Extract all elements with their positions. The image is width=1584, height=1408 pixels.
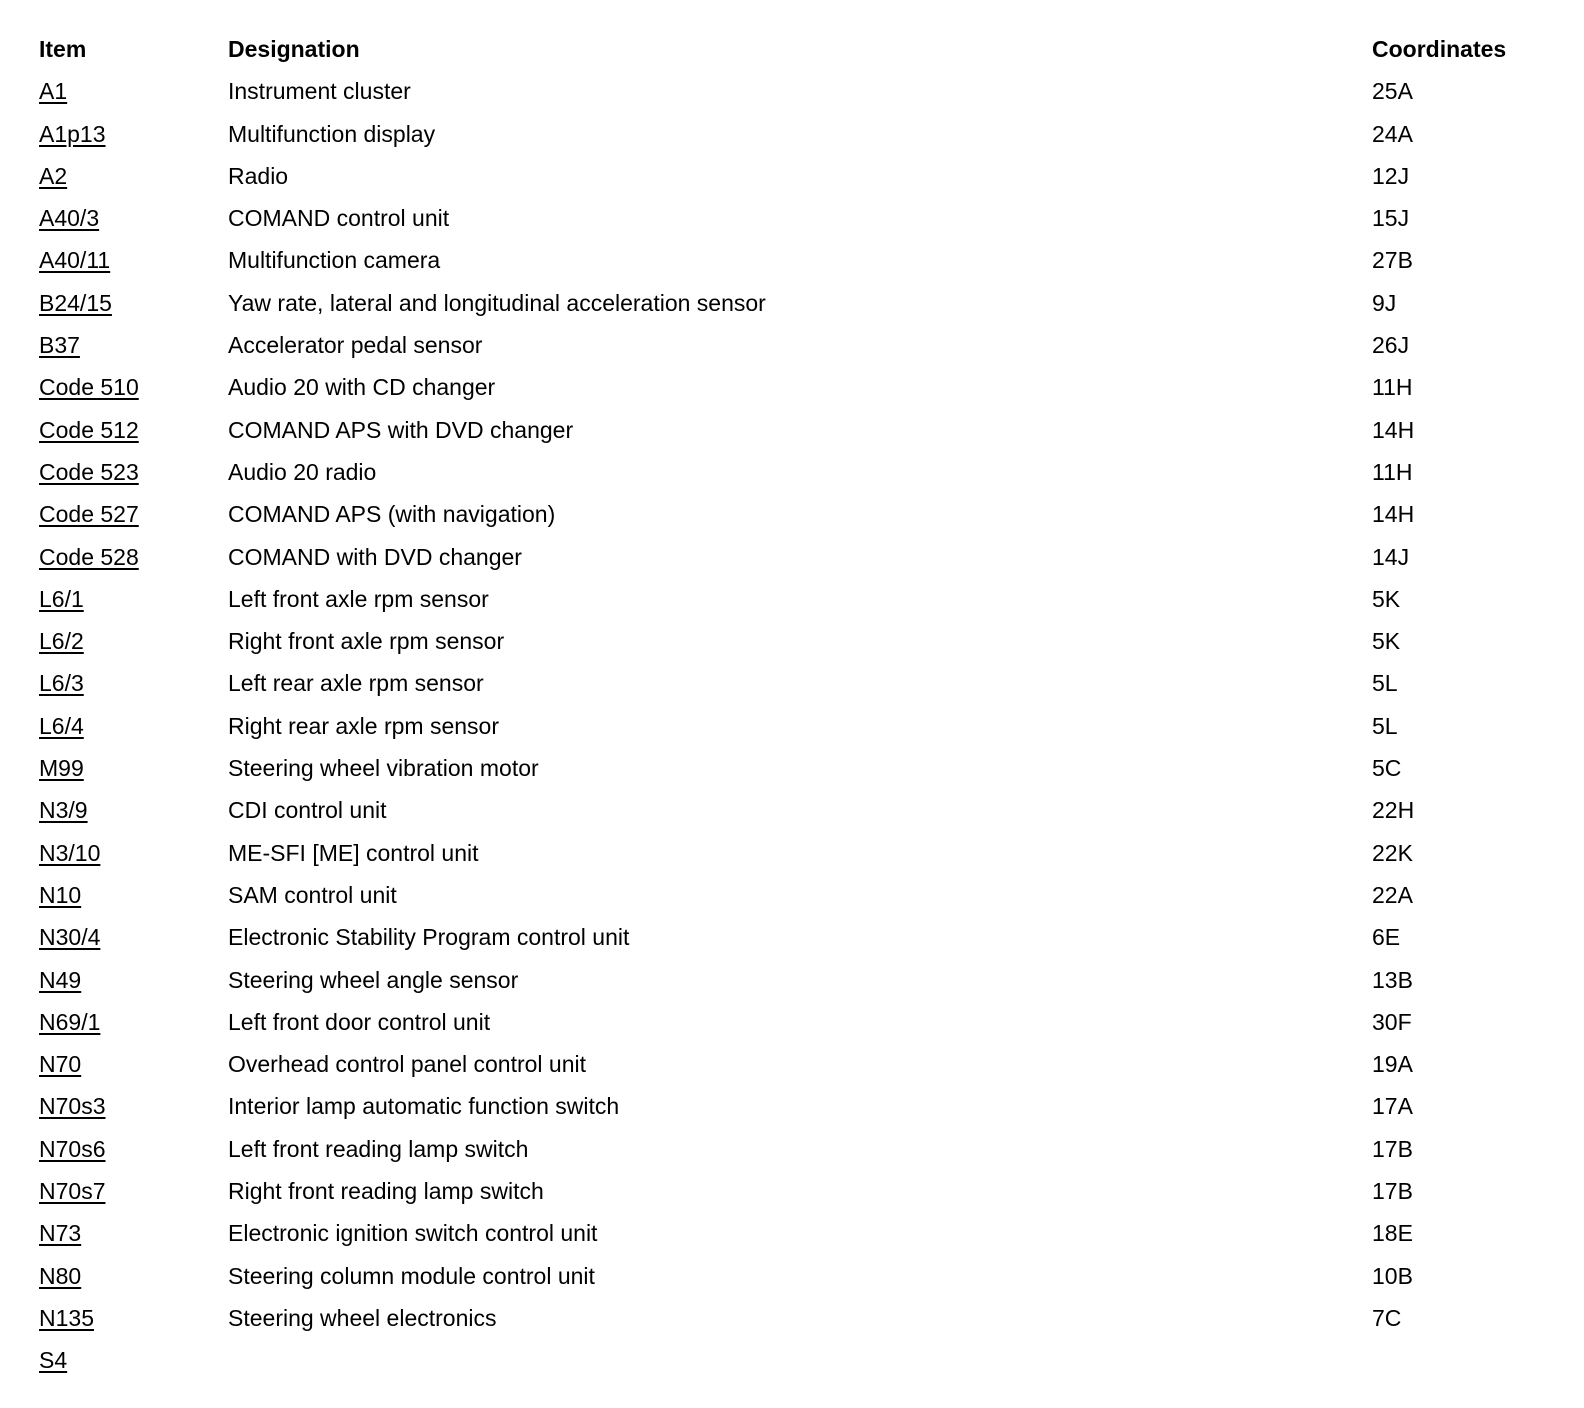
coordinates-cell: 14J: [1372, 543, 1410, 570]
item-link[interactable]: N70: [39, 1051, 82, 1078]
coordinates-cell: 25A: [1372, 78, 1413, 105]
designation-cell: COMAND APS with DVD changer: [228, 416, 574, 443]
header-coordinates: Coordinates: [1372, 36, 1507, 62]
item-link[interactable]: N73: [39, 1220, 82, 1247]
table-row: [39, 1255, 1569, 1297]
coordinates-cell: 6E: [1372, 924, 1401, 951]
coordinates-cell: 26J: [1372, 332, 1410, 359]
table-row: [39, 113, 1569, 155]
designation-cell: Audio 20 radio: [228, 458, 377, 485]
table-row: [39, 536, 1569, 578]
table-row: [39, 324, 1569, 366]
item-link[interactable]: A40/3: [39, 205, 100, 232]
table-row: [39, 282, 1569, 324]
designation-cell: Instrument cluster: [228, 78, 411, 105]
coordinates-cell: 14H: [1372, 501, 1415, 528]
table-row: [39, 959, 1569, 1001]
item-link[interactable]: Code 523: [39, 458, 139, 485]
coordinates-cell: 9J: [1372, 289, 1397, 316]
coordinates-cell: 24A: [1372, 120, 1413, 147]
item-link[interactable]: N3/10: [39, 839, 101, 866]
designation-cell: Steering wheel angle sensor: [228, 966, 519, 993]
designation-cell: Right rear axle rpm sensor: [228, 712, 499, 739]
table-row: [39, 366, 1569, 408]
coordinates-cell: 18E: [1372, 1220, 1413, 1247]
item-link[interactable]: B24/15: [39, 289, 112, 316]
coordinates-cell: 11H: [1372, 374, 1413, 401]
coordinates-cell: 17B: [1372, 1178, 1413, 1205]
table-row: [39, 578, 1569, 620]
table-row: [39, 705, 1569, 747]
item-link[interactable]: N3/9: [39, 797, 88, 824]
designation-cell: Overhead control panel control unit: [228, 1051, 586, 1078]
item-link[interactable]: Code 512: [39, 416, 139, 443]
item-link[interactable]: N69/1: [39, 1008, 101, 1035]
table-row: [39, 1170, 1569, 1212]
item-link[interactable]: A40/11: [39, 247, 111, 274]
designation-cell: Electronic Stability Program control unit: [228, 924, 630, 951]
item-link[interactable]: N10: [39, 881, 82, 908]
coordinates-cell: 5C: [1372, 755, 1402, 782]
designation-cell: Steering wheel electronics: [228, 1304, 497, 1331]
table-row: [39, 747, 1569, 789]
item-link[interactable]: Code 510: [39, 374, 139, 401]
table-row: [39, 493, 1569, 535]
header-designation: Designation: [228, 36, 360, 62]
designation-cell: Electronic ignition switch control unit: [228, 1220, 598, 1247]
designation-cell: Radio: [228, 162, 289, 189]
item-link[interactable]: N80: [39, 1262, 82, 1289]
coordinates-cell: 22A: [1372, 881, 1413, 908]
coordinates-cell: 30F: [1372, 1008, 1412, 1035]
coordinates-cell: 13B: [1372, 966, 1413, 993]
coordinates-cell: 14H: [1372, 416, 1415, 443]
table-row: [39, 620, 1569, 662]
table-row: [39, 1339, 1569, 1381]
coordinates-cell: 15J: [1372, 205, 1410, 232]
table-header: [39, 28, 1569, 70]
designation-cell: Accelerator pedal sensor: [228, 332, 483, 359]
designation-cell: Audio 20 with CD changer: [228, 374, 496, 401]
designation-cell: Multifunction camera: [228, 247, 441, 274]
designation-cell: COMAND APS (with navigation): [228, 501, 556, 528]
item-link[interactable]: N30/4: [39, 924, 101, 951]
item-link[interactable]: L6/1: [39, 585, 84, 612]
item-link[interactable]: Code 527: [39, 501, 139, 528]
designation-cell: Steering wheel vibration motor: [228, 755, 539, 782]
table-row: [39, 451, 1569, 493]
designation-cell: Yaw rate, lateral and longitudinal acceleration sensor: [228, 289, 766, 316]
designation-cell: Left front axle rpm sensor: [228, 585, 489, 612]
coordinates-cell: 5L: [1372, 712, 1398, 739]
designation-cell: Left front door control unit: [228, 1008, 491, 1035]
item-link[interactable]: A2: [39, 162, 68, 189]
coordinates-cell: 17B: [1372, 1135, 1413, 1162]
coordinates-cell: 11H: [1372, 458, 1413, 485]
designation-cell: Right front axle rpm sensor: [228, 628, 505, 655]
designation-cell: Multifunction display: [228, 120, 436, 147]
item-link[interactable]: L6/4: [39, 712, 84, 739]
table-row: [39, 916, 1569, 958]
table-row: [39, 662, 1569, 704]
designation-cell: CDI control unit: [228, 797, 387, 824]
designation-cell: COMAND control unit: [228, 205, 450, 232]
coordinates-cell: 5K: [1372, 585, 1401, 612]
coordinates-cell: 12J: [1372, 162, 1410, 189]
coordinates-cell: 7C: [1372, 1304, 1402, 1331]
coordinates-cell: 27B: [1372, 247, 1413, 274]
coordinates-cell: 17A: [1372, 1093, 1413, 1120]
item-link[interactable]: B37: [39, 332, 80, 359]
designation-cell: Right front reading lamp switch: [228, 1178, 544, 1205]
table-row: [39, 70, 1569, 112]
item-link[interactable]: N70s3: [39, 1093, 106, 1120]
table-row: [39, 155, 1569, 197]
coordinates-cell: 5L: [1372, 670, 1398, 697]
table-row: [39, 239, 1569, 281]
designation-cell: Steering column module control unit: [228, 1262, 595, 1289]
item-link[interactable]: Code 528: [39, 543, 139, 570]
table-body: [39, 70, 1569, 1381]
table-row: [39, 874, 1569, 916]
item-link[interactable]: L6/2: [39, 628, 84, 655]
table-row: [39, 1297, 1569, 1339]
table-row: [39, 1001, 1569, 1043]
designation-cell: SAM control unit: [228, 881, 397, 908]
table-row: [39, 1128, 1569, 1170]
coordinates-cell: 5K: [1372, 628, 1401, 655]
item-link[interactable]: N70s6: [39, 1135, 106, 1162]
table-row: [39, 409, 1569, 451]
table-row: [39, 1085, 1569, 1127]
item-link[interactable]: S4: [39, 1347, 68, 1374]
designation-cell: Left rear axle rpm sensor: [228, 670, 484, 697]
coordinates-cell: 19A: [1372, 1051, 1413, 1078]
item-link[interactable]: N49: [39, 966, 82, 993]
table-row: [39, 1043, 1569, 1085]
item-link[interactable]: N135: [39, 1304, 94, 1331]
table-row: [39, 789, 1569, 831]
table-row: [39, 832, 1569, 874]
coordinates-cell: 22K: [1372, 839, 1413, 866]
item-link[interactable]: A1: [39, 78, 68, 105]
table-row: [39, 1212, 1569, 1254]
item-link[interactable]: L6/3: [39, 670, 84, 697]
designation-cell: Interior lamp automatic function switch: [228, 1093, 620, 1120]
designation-cell: COMAND with DVD changer: [228, 543, 522, 570]
item-link[interactable]: M99: [39, 755, 84, 782]
item-link[interactable]: A1p13: [39, 120, 106, 147]
component-table: [39, 28, 1569, 1382]
designation-cell: ME-SFI [ME] control unit: [228, 839, 479, 866]
designation-cell: Left front reading lamp switch: [228, 1135, 529, 1162]
coordinates-cell: 10B: [1372, 1262, 1413, 1289]
coordinates-cell: 22H: [1372, 797, 1415, 824]
header-item: Item: [39, 36, 87, 62]
item-link[interactable]: N70s7: [39, 1178, 106, 1205]
table-row: [39, 197, 1569, 239]
